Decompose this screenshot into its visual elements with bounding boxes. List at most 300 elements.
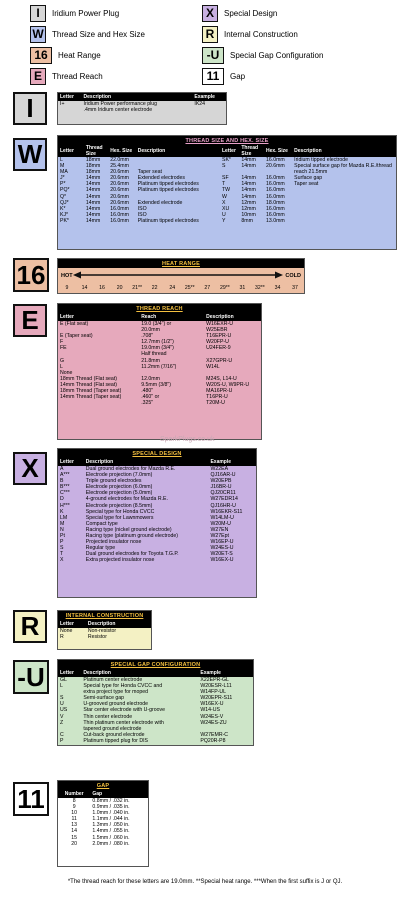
table-cell: QJ16AR-U: [210, 472, 236, 479]
table-cell: 14mm: [85, 175, 101, 182]
table-cell: 13: [71, 822, 78, 829]
table-cell: W14LM-U: [210, 514, 234, 521]
table-cell: 12.7mm (1/2"): [141, 339, 174, 346]
table-cell: Cut-back ground electrode: [83, 731, 145, 738]
table-cell: SF: [222, 175, 229, 182]
legend-code-box: E: [30, 68, 46, 85]
table-cell: 14mm: [85, 181, 101, 188]
legend-item: [202, 25, 298, 43]
table-cell: A***: [60, 472, 70, 479]
table-cell: 20.6mm: [110, 187, 129, 194]
table-cell: 8: [72, 798, 76, 804]
column-header: Hex. Size: [264, 145, 292, 157]
table-cell: M24S, L14-U: [206, 375, 237, 382]
table-cell: 11: [71, 816, 77, 823]
table-cell: T: [60, 551, 64, 558]
legend-label: Thread Reach: [52, 71, 103, 81]
table-cell: Dual ground electrodes for Mazda R.E.: [85, 466, 176, 472]
table-cell: W27EMR-C: [200, 731, 229, 738]
table-cell: I+: [60, 101, 65, 107]
table-cell: 21.8mm: [141, 357, 160, 364]
table-cell: M: [60, 520, 65, 527]
table-cell: B: [60, 478, 64, 485]
table-cell: W14L: [206, 363, 220, 370]
table-cell: Platinum center electrode: [83, 677, 143, 683]
table-cell: 11.2mm (7/16"): [141, 363, 177, 370]
table-row: [58, 720, 253, 732]
column-header: Description: [136, 145, 220, 157]
section-code-11: 11: [13, 782, 49, 816]
table-cell: 14mm: [241, 175, 256, 182]
table-cell: 14mm: [85, 217, 101, 224]
column-header: Description: [204, 313, 261, 321]
heat-range-value: 21**: [132, 285, 143, 291]
reach-grid: [58, 313, 261, 406]
table-cell: SK*: [222, 157, 231, 163]
heat-range-value: 22: [151, 285, 158, 291]
table-row: [58, 683, 253, 695]
table-cell: W20M-U: [210, 520, 231, 527]
table-cell: P: [60, 737, 64, 744]
iridium-grid: [58, 93, 226, 113]
table-cell: Electrode projection (8.5mm): [85, 502, 153, 509]
legend-item: [202, 4, 277, 22]
table-cell: Q*: [60, 193, 67, 200]
table-cell: Resistor: [87, 634, 107, 641]
heat-range-value: 16: [99, 285, 105, 291]
thread-grid: [220, 145, 396, 224]
column-header: Number: [58, 790, 90, 798]
table-cell: W16EP-U: [210, 539, 234, 546]
table-cell: W16EKR-S11: [210, 508, 243, 515]
table-cell: 19.0mm (3/4") Half thread: [141, 345, 174, 358]
table-cell: 16.0mm: [265, 175, 285, 182]
column-header: Letter: [58, 458, 84, 466]
table-cell: W20ESR-L11 W14FP-UL: [200, 683, 232, 696]
table-cell: 14mm: [85, 211, 101, 218]
table-cell: X: [60, 557, 64, 564]
table-cell: [292, 218, 396, 224]
table-cell: U: [60, 701, 64, 708]
table-cell: 14: [71, 828, 78, 835]
table-cell: 9: [72, 804, 76, 811]
table-cell: PQ20R-P8: [200, 737, 226, 744]
section-title: GAP: [58, 781, 148, 790]
table-cell: Iridium tipped electrode: [294, 157, 349, 163]
table-cell: PQ*: [60, 187, 70, 194]
section-code-e: E: [13, 304, 47, 337]
table-cell: GL: [60, 677, 67, 683]
table-cell: Star center electrode with U-groove: [83, 707, 165, 714]
thread-size-table: [57, 135, 397, 250]
table-cell: 25.4mm: [110, 163, 129, 170]
table-cell: Surface gap: [294, 175, 323, 182]
iridium-table: [57, 92, 227, 125]
column-header: Example: [208, 458, 256, 466]
table-cell: US: [60, 707, 68, 714]
table-cell: 20: [71, 840, 78, 847]
heat-range-value: 25**: [184, 285, 195, 291]
table-cell: 16.0mm: [265, 211, 285, 218]
legend-code-box: I: [30, 5, 46, 22]
table-cell: FE: [60, 345, 67, 352]
legend-item: [30, 4, 119, 22]
table-cell: W: [222, 193, 227, 200]
table-cell: 0.8mm / .032 in.: [92, 798, 130, 804]
table-cell: 14mm: [85, 187, 101, 194]
table-cell: Platinum tipped electrodes: [137, 217, 199, 224]
header-row: [58, 669, 253, 677]
table-cell: 0.9mm / .035 in.: [92, 804, 130, 811]
table-cell: 8mm: [241, 217, 253, 224]
table-cell: 12mm: [241, 205, 256, 212]
table-cell: D: [60, 496, 64, 503]
table-cell: Thin platinum center electrode with tapered ground electrode: [83, 719, 164, 732]
table-cell: Regular type: [85, 545, 116, 552]
table-cell: 22.0mm: [110, 157, 129, 163]
table-cell: IK24: [194, 101, 206, 107]
table-cell: W20EPR-S11: [200, 695, 233, 702]
table-cell: Taper seat: [294, 181, 319, 188]
legend-label: Special Gap Configuration: [230, 50, 324, 60]
table-cell: 16.0mm: [265, 187, 285, 194]
thread-grid: [58, 145, 220, 224]
legend-label: Internal Construction: [224, 29, 298, 39]
table-cell: 18.0mm: [265, 199, 285, 206]
table-cell: Pt: [60, 533, 65, 540]
legend-item: [30, 46, 101, 64]
legend-item: [30, 25, 145, 43]
table-cell: 18mm Thread (Flat seat): [60, 375, 117, 382]
table-row: [58, 394, 261, 406]
thread-left: [58, 145, 220, 224]
watermark: SparkPlugs.co.uk: [160, 436, 215, 443]
table-cell: Special type for Lawnmowers: [85, 514, 154, 521]
table-cell: Platinum tipped electrodes: [137, 187, 199, 194]
table-cell: 14mm: [241, 181, 256, 188]
table-cell: Taper seat: [137, 169, 162, 176]
heat-range-value: 27: [204, 285, 211, 291]
table-row: [58, 321, 261, 333]
table-cell: 20.6mm: [110, 175, 129, 182]
table-cell: J*: [60, 175, 65, 182]
table-cell: ISO: [137, 211, 147, 218]
table-cell: F: [60, 339, 64, 346]
table-cell: C***: [60, 490, 70, 497]
table-cell: V: [60, 713, 64, 720]
header-row: [220, 145, 396, 157]
table-cell: ISO: [137, 205, 147, 212]
header-row: [58, 458, 256, 466]
table-cell: Non-resistor: [87, 628, 117, 634]
table-cell: W27EN: [210, 526, 229, 533]
table-cell: 16.0mm: [110, 217, 129, 224]
column-header: Thread Size: [84, 145, 108, 157]
table-cell: 20.6mm: [110, 169, 129, 176]
section-code-w: W: [13, 138, 47, 171]
table-cell: 18mm Thread (Taper seat): [60, 388, 122, 395]
table-cell: MA16PR-U: [206, 388, 233, 395]
table-cell: Electrode projection (5.0mm): [85, 490, 153, 497]
legend-label: Special Design: [224, 8, 278, 18]
column-header: Example: [198, 669, 253, 677]
table-cell: XU: [222, 205, 230, 212]
header-row: [58, 790, 148, 798]
legend-code-box: W: [30, 26, 46, 43]
table-cell: W16EX-U: [210, 557, 234, 564]
table-cell: Platinum tipped plug for DIS: [83, 737, 148, 744]
table-cell: QJ20CR11: [210, 490, 236, 497]
special-gap-table: [57, 659, 254, 746]
table-cell: Y: [222, 217, 226, 224]
table-cell: G: [60, 357, 65, 364]
section-title: THREAD REACH: [58, 304, 261, 313]
table-cell: .708": [141, 333, 154, 340]
legend-code-box: 11: [202, 68, 224, 85]
table-cell: W20ET-S: [210, 551, 233, 558]
section-title: THREAD SIZE AND HEX. SIZE: [58, 136, 396, 145]
table-cell: 14mm: [85, 199, 101, 206]
special-grid: [58, 458, 256, 564]
section-title: SPECIAL GAP CONFIGURATION: [58, 660, 253, 669]
table-cell: P*: [60, 181, 66, 188]
table-cell: Extended electrodes: [137, 175, 186, 182]
table-row: [58, 634, 151, 640]
table-cell: 1.5mm / .060 in.: [92, 834, 130, 841]
section-title: SPECIAL DESIGN: [58, 449, 256, 458]
table-cell: K: [60, 508, 64, 515]
table-cell: W20EPB: [210, 478, 232, 485]
table-cell: Z: [60, 719, 64, 726]
table-cell: 19.0 (3/4") or 20.0mm: [141, 321, 172, 334]
table-cell: Compact type: [85, 520, 118, 527]
table-cell: U24FER-9: [206, 345, 231, 352]
column-header: Letter: [58, 313, 139, 321]
table-cell: 1.1mm / .044 in.: [92, 816, 130, 823]
table-cell: N: [60, 526, 64, 533]
table-cell: 9.5mm (3/8"): [141, 381, 171, 388]
table-cell: M: [60, 163, 65, 170]
table-row: [220, 163, 396, 175]
table-cell: TW: [222, 187, 231, 194]
table-cell: U-grooved ground electrode: [83, 701, 148, 708]
table-cell: 20.6mm: [110, 181, 129, 188]
table-cell: None: [60, 369, 73, 376]
section-code-u: -U: [13, 660, 49, 694]
table-cell: 16.0mm: [265, 181, 285, 188]
section-title: HEAT RANGE: [58, 259, 304, 268]
table-cell: 10: [71, 810, 78, 817]
table-cell: 18mm: [85, 163, 101, 170]
header-row: [58, 313, 261, 321]
table-cell: E (Taper seat): [60, 333, 93, 340]
heat-range-value: 9: [65, 285, 69, 291]
table-cell: 16.0mm: [110, 211, 129, 218]
legend: [30, 4, 400, 84]
table-row: [58, 496, 256, 502]
section-code-x: X: [13, 452, 47, 485]
table-row: [58, 345, 261, 357]
table-cell: 16.0mm: [110, 205, 129, 212]
table-cell: 15: [71, 834, 78, 841]
header-row: [58, 620, 151, 628]
table-cell: W16EXR-U W25EBR: [206, 321, 233, 334]
table-cell: 18mm: [85, 169, 101, 176]
table-cell: 1.3mm / .050 in.: [92, 822, 130, 829]
table-cell: Racing type (nickel ground electrode): [85, 526, 172, 533]
table-cell: 18mm: [85, 157, 101, 163]
section-title: INTERNAL CONSTRUCTION: [58, 611, 151, 620]
table-cell: Special surface gap for Mazda R.E./thread reach 21.5mm: [294, 163, 392, 176]
table-cell: Semi-surface gap: [83, 695, 125, 702]
heat-range-value: 24: [169, 285, 176, 291]
table-cell: W24ES-U: [210, 545, 234, 552]
table-cell: L: [60, 157, 63, 163]
internal-grid: [58, 620, 151, 640]
heat-range-value: 29**: [219, 285, 230, 291]
thread-columns: [58, 145, 396, 224]
table-cell: R: [60, 634, 64, 641]
table-cell: T: [222, 181, 226, 188]
table-cell: 14mm: [85, 205, 101, 212]
table-cell: 10mm: [241, 211, 256, 218]
table-cell: 1.0mm / .040 in.: [92, 810, 130, 817]
table-cell: W27Ept: [210, 533, 229, 540]
legend-code-box: X: [202, 5, 218, 22]
table-cell: W22EA: [210, 466, 229, 472]
table-cell: W20FP-U: [206, 339, 229, 346]
table-cell: Thin center electrode: [83, 713, 133, 720]
table-cell: 20.6mm: [110, 193, 129, 200]
table-cell: Dual ground electrodes for Toyota T.G.P.: [85, 551, 179, 558]
table-cell: S: [60, 695, 64, 702]
table-cell: PK*: [60, 217, 69, 224]
table-cell: T16EPR-U: [206, 333, 232, 340]
gapconfig-grid: [58, 669, 253, 744]
table-cell: 4-ground electrodes for Mazda R.E.: [85, 496, 168, 503]
legend-code-box: 16: [30, 47, 52, 64]
legend-item: [30, 67, 103, 85]
table-cell: KJ*: [60, 211, 69, 218]
table-row: [220, 218, 396, 224]
table-cell: 14mm: [85, 193, 101, 200]
header-row: [58, 93, 226, 101]
header-row: [58, 145, 220, 157]
table-cell: K*: [60, 205, 66, 212]
heat-range-value: 20: [116, 285, 123, 291]
thread-right: [220, 145, 396, 224]
column-header: Letter: [58, 93, 82, 101]
column-header: Description: [292, 145, 396, 157]
table-cell: .460" or .325": [141, 394, 160, 407]
legend-code-box: R: [202, 26, 218, 43]
table-cell: S: [222, 163, 226, 170]
footnote: *The thread reach for these letters are 19.0mm. **Special heat range. ***When the first suffix is J or QJ.: [67, 879, 343, 885]
table-cell: L: [60, 363, 63, 370]
section-code-r: R: [13, 610, 47, 643]
table-cell: MA: [60, 169, 68, 176]
table-cell: Extended electrode: [137, 199, 183, 206]
table-cell: W24ES-ZU: [200, 719, 227, 726]
legend-code-box: -U: [202, 47, 224, 64]
table-cell: X: [222, 199, 226, 206]
table-cell: W24ES-V: [200, 713, 224, 720]
table-cell: P: [60, 539, 64, 546]
legend-item: [202, 46, 323, 64]
thread-reach-table: [57, 303, 262, 440]
cold-label: COLD: [285, 273, 301, 279]
column-header: Hex. Size: [108, 145, 136, 157]
table-cell: Special type for Honda CVCC: [85, 508, 155, 515]
heat-range-value: 37: [292, 285, 298, 291]
table-cell: A: [60, 466, 64, 472]
table-cell: None: [60, 628, 73, 634]
column-header: Letter: [58, 620, 86, 628]
table-cell: 16.0mm: [265, 205, 285, 212]
column-header: Reach: [139, 313, 204, 321]
table-row: [58, 557, 256, 563]
special-design-table: [57, 448, 257, 598]
table-cell: J16BR-U: [210, 484, 232, 491]
table-cell: QJ*: [60, 199, 69, 206]
table-cell: 2.0mm / .080 in.: [92, 840, 130, 847]
table-cell: X22EPR-GL: [200, 677, 229, 683]
table-cell: Projected insulator nose: [85, 539, 142, 546]
column-header: Description: [82, 93, 193, 101]
legend-label: Thread Size and Hex Size: [52, 29, 145, 39]
table-cell: Extra projected insulator nose: [85, 557, 155, 564]
table-cell: Electrode projection (7.0mm): [85, 472, 153, 479]
table-cell: 14mm Thread (Taper seat): [60, 394, 122, 401]
table-row: [58, 218, 220, 224]
table-cell: Triple ground electrodes: [85, 478, 142, 485]
column-header: Letter: [58, 669, 81, 677]
table-cell: E (Flat seat): [60, 321, 89, 327]
table-cell: U: [222, 211, 226, 218]
column-header: Gap: [90, 790, 148, 798]
table-cell: 14mm: [241, 187, 256, 194]
table-cell: Electrode projection (6.0mm): [85, 484, 153, 491]
table-cell: C: [60, 731, 64, 738]
table-cell: S: [60, 545, 64, 552]
column-header: Letter: [58, 145, 84, 157]
heat-arrow-right: [275, 272, 283, 279]
heat-range-value: 31: [239, 285, 246, 291]
legend-label: Iridium Power Plug: [52, 8, 120, 18]
heat-range-scale: [58, 268, 304, 294]
table-cell: 14mm: [241, 163, 256, 170]
table-row: [58, 738, 253, 744]
table-row: [58, 101, 226, 113]
heat-range-value: 14: [81, 285, 88, 291]
table-cell: 20.6mm: [110, 199, 129, 206]
legend-label: Heat Range: [58, 50, 101, 60]
table-row: [58, 841, 148, 847]
column-header: Thread Size: [239, 145, 264, 157]
table-cell: LM: [60, 514, 68, 521]
heat-range-value: 32**: [255, 285, 265, 291]
table-cell: Platinum tipped electrodes: [137, 181, 199, 188]
table-cell: T16PR-U T20M-U: [206, 394, 228, 407]
table-cell: 16.0mm: [265, 193, 285, 200]
legend-item: [202, 67, 245, 85]
heat-range-value: 34: [274, 285, 281, 291]
section-code-i: I: [13, 92, 47, 125]
column-header: Example: [192, 93, 226, 101]
table-cell: Iridium Power performance plug .4mm Iridium center electrode: [83, 101, 158, 114]
heat-range-table: [57, 258, 305, 294]
table-cell: 12.0mm: [141, 375, 160, 382]
